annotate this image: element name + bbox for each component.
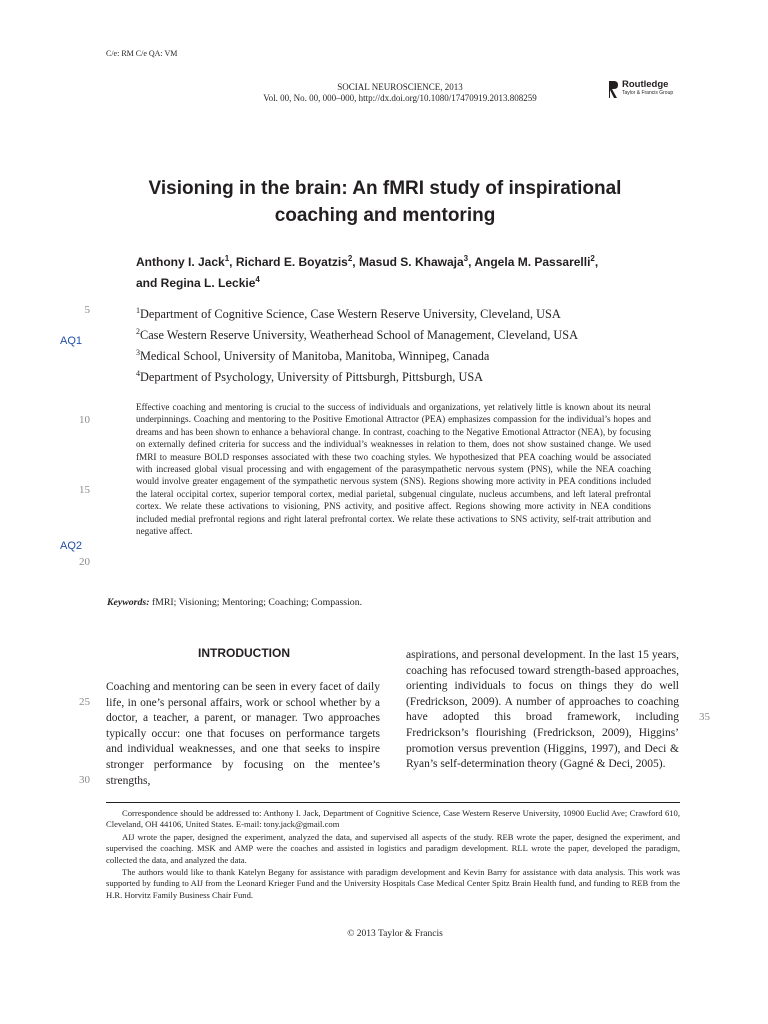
line-number: 10 — [79, 414, 90, 426]
publisher-group: Taylor & Francis Group — [622, 90, 674, 96]
footnote-divider — [106, 802, 680, 803]
keywords-list: fMRI; Visioning; Mentoring; Coaching; Compassion. — [149, 597, 363, 608]
author-conjunction: and — [136, 276, 161, 290]
body-column-right: aspirations, and personal development. In the last 15 years, coaching has refocused toward strength-based approaches, orienting individuals to focus on things they do well (Fredrickson, 2009). A number of approaches to coaching have adopted this broad framework, including Fredrickson’s flourishing (Fredrickson, 2009), Higgins’ promotion versus prevention (Higgins, 1997), and Deci & Ryan’s self-determination theory (Gagné & Deci, 2005). — [406, 649, 679, 771]
author-affil-mark: 3 — [463, 254, 469, 263]
title-line-2: coaching and mentoring — [274, 205, 496, 226]
contributions-note: AIJ wrote the paper, designed the experiment, analyzed the data, and supervised all aspects of the study. REB wrote the paper, designed the experiment, and supervised the coaching. MSK and AMP were the coaches and assisted in logistics and paradigm development. RLL wrote the paper, developed the paradigm, collected the data, and analyzed the data. — [106, 831, 680, 865]
author-name: Angela M. Passarelli — [474, 255, 591, 269]
keywords-label: Keywords: — [107, 597, 150, 608]
line-number: 25 — [79, 696, 90, 708]
publisher-name: Routledge — [622, 79, 669, 90]
author-query-aq2[interactable]: AQ2 — [60, 540, 83, 552]
author-affil-mark: 2 — [347, 254, 353, 263]
copyright: © 2013 Taylor & Francis — [347, 929, 443, 939]
keywords — [107, 597, 667, 608]
routledge-r-icon — [608, 80, 619, 99]
author-name: Richard E. Boyatzis — [235, 255, 348, 269]
author-affil-mark: 2 — [590, 254, 595, 263]
author-name: Anthony I. Jack — [136, 255, 225, 269]
correspondence-note: Correspondence should be addressed to: Anthony I. Jack, Department of Cognitive Science, Case Western Reserve University, 10900 Euclid Ave; Crawford 610, Cleveland, OH 44106, United States. E-mail: tony.jack@gmail.com — [106, 808, 680, 830]
journal-volume-doi: Vol. 00, No. 00, 000–000, http://dx.doi.org/10.1080/17470919.2013.808259 — [263, 93, 537, 103]
footnotes — [106, 808, 680, 902]
line-number: 30 — [79, 774, 90, 786]
affiliation-item: $^3$Medical School, University of Manitoba, Manitoba, Winnipeg, Canada — [136, 348, 490, 364]
acknowledgments-note: The authors would like to thank Katelyn Begany for assistance with paradigm development and Kevin Barry for assistance with data analysis. This work was supported by funding to AIJ from the Leonard Krieger Fund and the University Hospitals Case Medical Center Spitz Brain Health fund, and funding to REB from the H.R. Horvitz Family Business Chair Fund. — [106, 867, 680, 900]
affiliation-item: $^2$Case Western Reserve University, Weatherhead School of Management, Cleveland, USA — [136, 327, 578, 343]
line-number: 35 — [699, 711, 710, 723]
publisher-logo — [608, 80, 673, 99]
section-heading-introduction: INTRODUCTION — [198, 646, 290, 660]
author-name: Masud S. Khawaja — [358, 255, 464, 269]
journal-info — [240, 82, 560, 104]
line-number: 15 — [79, 484, 90, 496]
line-number: 5 — [84, 304, 90, 316]
journal-name: SOCIAL NEUROSCIENCE, 2013 — [337, 82, 463, 92]
affiliation-item: $^4$Department of Psychology, University of Pittsburgh, Pittsburgh, USA — [136, 369, 484, 385]
affiliation-list — [136, 302, 696, 386]
author-query-aq1[interactable]: AQ1 — [60, 335, 83, 347]
author-affil-mark: 4 — [255, 275, 260, 284]
copyeditor-line: C/e: RM C/e QA: VM — [106, 49, 178, 58]
author-list: Anthony I. Jack$^1$, Richard E. Boyatzis$^2$, Masud S. Khawaja$^3$, Angela M. Passarelli$^2$, and Regina L. Leckie$^4$ — [136, 254, 599, 290]
author-name: Regina L. Leckie — [160, 276, 256, 290]
author-affil-mark: 1 — [224, 254, 230, 263]
abstract: Effective coaching and mentoring is crucial to the success of individuals and organizations, yet relatively little is known about its neural underpinnings. Coaching and mentoring to the Positive Emotional Attractor (PEA) emphasizes compassion for the individual’s hopes and dreams and has been shown to enhance a behavioral change. In contrast, coaching to the Negative Emotional Attractor (NEA), by focusing on externally defined criteria for success and the individual’s weaknesses in relation to them, does not show sustained change. We used fMRI to measure BOLD responses associated with these two coaching styles. We hypothesized that PEA coaching would be associated with increased global visual processing and with engagement of the parasympathetic nervous system (PNS), while the NEA coaching would involve greater engagement of the sympathetic nervous system (SNS). Regions showing more activity in PEA conditions included the lateral occipital cortex, superior temporal cortex, medial parietal, subgenual cingulate, nucleus accumbens, and left lateral prefrontal cortex. We relate these activations to visioning, PNS activity, and positive affect. Regions showing more activity in NEA conditions included medial prefrontal regions and right lateral prefrontal cortex. We relate these activations to SNS activity, self-trait attribution and negative affect. — [136, 402, 651, 537]
title-line-1: Visioning in the brain: An fMRI study of inspirational — [148, 178, 622, 199]
line-number: 20 — [79, 556, 90, 568]
affiliation-item: $^1$Department of Cognitive Science, Case Western Reserve University, Cleveland, USA — [136, 306, 561, 322]
article-title — [100, 175, 670, 229]
body-column-left: Coaching and mentoring can be seen in every facet of daily life, in one’s personal affairs, work or school whether by a doctor, a teacher, a parent, or manager. Two approaches typically occur: one that focuses on performance targets and individual weaknesses, and one that seeks to inspire stronger performance by focusing on the mentee’s strengths, — [106, 681, 380, 787]
